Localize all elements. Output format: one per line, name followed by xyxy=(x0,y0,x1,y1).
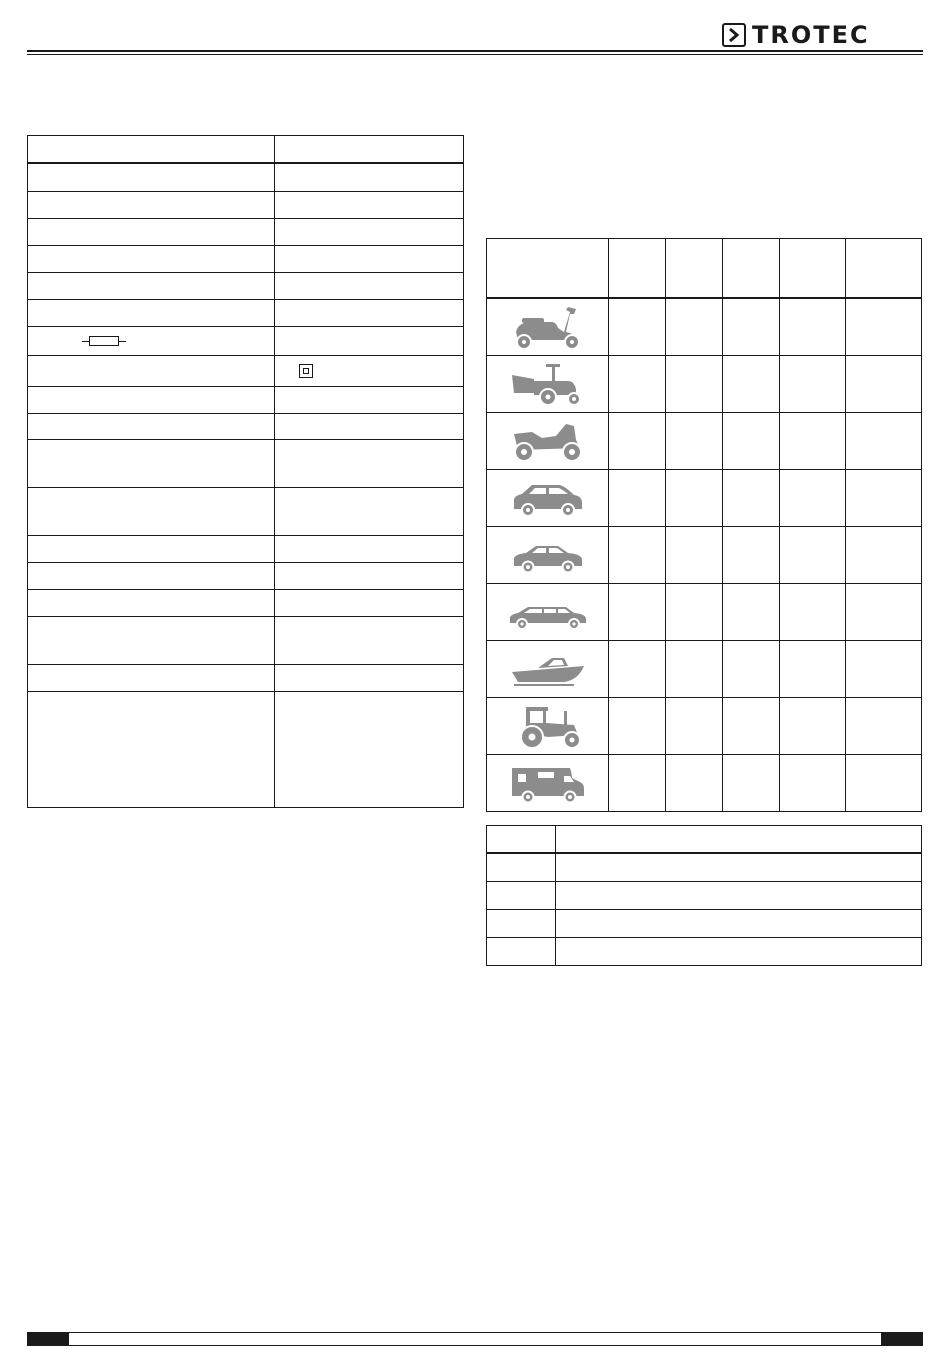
table-header-row xyxy=(487,239,922,299)
motorhome-icon xyxy=(508,760,588,806)
footer-block-left xyxy=(27,1332,69,1346)
table-row xyxy=(487,413,922,470)
table-row xyxy=(487,853,922,882)
page-footer xyxy=(27,1332,923,1346)
limousine-icon xyxy=(508,589,588,635)
table-row xyxy=(28,413,464,439)
table-row xyxy=(487,910,922,938)
trotec-logo xyxy=(722,20,922,50)
speedboat-icon xyxy=(508,646,588,692)
tractor-icon xyxy=(508,703,588,749)
table-row xyxy=(28,616,464,664)
table-row xyxy=(28,439,464,487)
table-row xyxy=(28,326,464,355)
vehicle-table xyxy=(486,238,922,812)
table-row xyxy=(487,470,922,527)
table-row xyxy=(487,298,922,356)
table-header-row xyxy=(28,136,464,164)
table-row xyxy=(28,299,464,326)
motorcycle-icon xyxy=(508,418,588,464)
table-row xyxy=(487,584,922,641)
table-row xyxy=(487,698,922,755)
table-row xyxy=(487,882,922,910)
table-row xyxy=(487,755,922,812)
table-row xyxy=(28,487,464,535)
ride-on-mower-icon xyxy=(508,361,588,407)
table-row xyxy=(28,245,464,272)
table-row xyxy=(28,691,464,807)
chevron-right-icon xyxy=(722,23,746,47)
table-row xyxy=(28,535,464,562)
legend-table xyxy=(486,825,922,966)
table-header-row xyxy=(487,826,922,854)
table-row xyxy=(28,191,464,218)
footer-block-right xyxy=(881,1332,923,1346)
table-row xyxy=(28,664,464,691)
table-row xyxy=(28,589,464,616)
scooter-icon xyxy=(508,304,588,350)
table-row xyxy=(28,218,464,245)
table-row xyxy=(487,641,922,698)
table-row xyxy=(28,562,464,589)
header-rule xyxy=(27,50,923,52)
header-rule-thin xyxy=(27,54,923,55)
table-row xyxy=(487,527,922,584)
technical-data-table xyxy=(27,135,464,808)
table-row xyxy=(28,386,464,413)
table-row xyxy=(28,355,464,386)
fuse-icon xyxy=(82,335,126,347)
table-row xyxy=(487,356,922,413)
sedan-car-icon xyxy=(508,532,588,578)
table-row xyxy=(28,272,464,299)
table-row xyxy=(28,163,464,191)
hatchback-car-icon xyxy=(508,475,588,521)
table-row xyxy=(487,938,922,966)
protection-class-2-icon xyxy=(299,364,313,378)
brand-name: TROTEC xyxy=(752,21,870,49)
